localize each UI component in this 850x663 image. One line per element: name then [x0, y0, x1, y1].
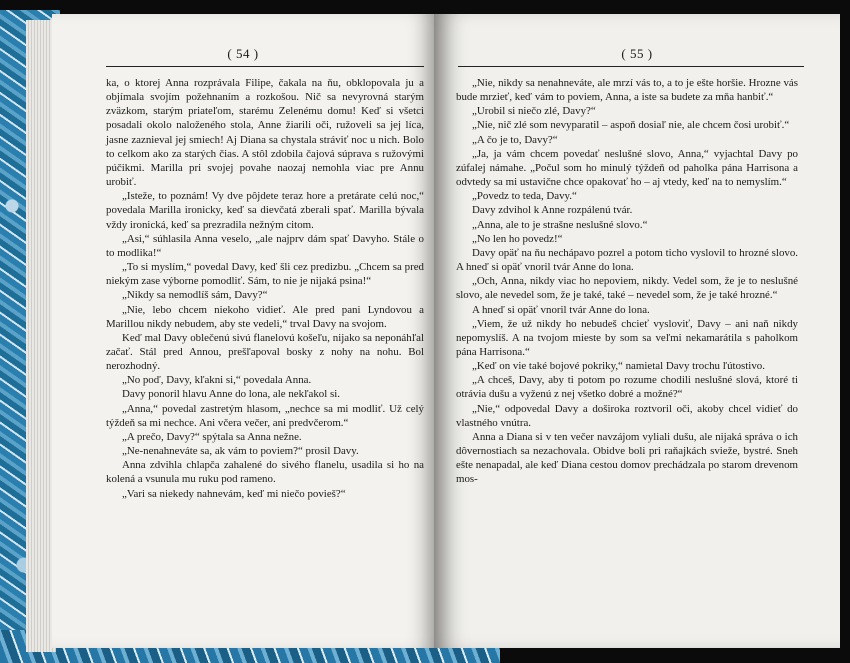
paragraph: ka, o ktorej Anna rozprávala Filipe, čakala na ňu, obklopovala ju a objímala svojím požehnaním a rozkošou. Nič sa nevyrovná starým zväzkom, starým priateľom, starému Zelenému domu! Keď si všetci posadali okolo naloženého stola, Anne žiarili oči, ružoveli sa jej líca, jasne zaznieval jej smiech! Aj Diana sa chystala stráviť noc u nich. Bolo to celkom ako za starých čias. A stôl zdobila čajová súprava s ružovými púčikmi. Marilla pri svojej povahe naozaj nemohla viac pre Annu urobiť.: [106, 77, 424, 189]
paragraph: A hneď si opäť vnoril tvár Anne do lona.: [472, 303, 650, 316]
header-rule-left: [106, 66, 424, 67]
paragraph: „A chceš, Davy, aby ti potom po rozume chodili neslušné slová, ktoré ti otrávia dušu a vyženú z nej všetko dobré a možné?“: [456, 374, 798, 401]
left-page-text: [106, 76, 424, 501]
right-page: [434, 14, 840, 648]
paragraph: „Asi,“ súhlasila Anna veselo, „ale najprv dám spať Davyho. Stále o to modlika!“: [106, 232, 424, 259]
page-number-right: ( 55 ): [621, 46, 653, 61]
paragraph: Anna zdvihla chlapča zahalené do sivého flanelu, usadila si ho na kolená a vsunula mu ruku pod rameno.: [106, 459, 424, 486]
paragraph: „Nie, nikdy sa nenahneváte, ale mrzí vás to, a to je ešte horšie. Hrozne vás bude mrzieť, keď vám to poviem, Anna, a iste sa budete za mňa hanbiť.“: [456, 77, 798, 104]
paragraph: „Nie,“ odpovedal Davy a doširoka roztvoril oči, akoby chcel vidieť do vlastného vnútra.: [456, 402, 798, 429]
background-edge: [840, 0, 850, 663]
paragraph: „Ja, ja vám chcem povedať neslušné slovo, Anna,“ vyjachtal Davy po zúfalej námahe. „Počul som ho minulý týždeň od paholka pána Harrisona a odvtedy sa mi ustavične chce opakovať ho – aj vtedy, keď na to nemyslím.“: [456, 147, 798, 189]
page-number-left: ( 54 ): [227, 46, 259, 61]
paragraph: „No len ho povedz!“: [472, 232, 563, 245]
paragraph: „Isteže, to poznám! Vy dve pôjdete teraz hore a pretárate celú noc,“ povedala Marilla ironicky, keď sa dievčatá zberali spať. Marilla bývala vždy ironická, keď sa prezradila nežným citom.: [106, 190, 424, 231]
paragraph: „Keď on vie také bojové pokriky,“ namietal Davy trochu ľútostivo.: [472, 360, 765, 373]
paragraph: „No poď, Davy, kľakni si,“ povedala Anna.: [122, 374, 312, 387]
left-page: [52, 14, 434, 648]
paragraph: „Ne-nenahneváte sa, ak vám to poviem?“ prosil Davy.: [122, 445, 359, 458]
header-rule-right: [458, 66, 804, 67]
paragraph: „Nie, nič zlé som nevyparatil – aspoň dosiaľ nie, ale chcem čosi urobiť.“: [472, 119, 790, 132]
paragraph: „Viem, že už nikdy ho nebudeš chcieť vysloviť, Davy – ani naň nikdy nepomyslíš. A na tvojom mieste by som sa veľmi nekamarátila s paholkom pána Harrisona.“: [456, 317, 798, 358]
paragraph: „Povedz to teda, Davy.“: [472, 190, 577, 203]
paragraph: „A prečo, Davy?“ spýtala sa Anna nežne.: [122, 430, 302, 443]
paragraph: Davy zdvihol k Anne rozpálenú tvár.: [472, 204, 633, 217]
paragraph: Anna a Diana si v ten večer navzájom vyliali dušu, ale nijaká správa o ich dôvernostiach sa nezachovala. Obidve boli pri raňajkách svieže, bystré. Sneh ešte nenapadal, ale keď Diana cestou domov prechádzala po starom drevenom mos-: [456, 430, 798, 486]
paragraph: „Urobil si niečo zlé, Davy?“: [472, 105, 596, 118]
paragraph: „Nikdy sa nemodlíš sám, Davy?“: [122, 289, 268, 302]
paragraph: Davy opäť na ňu nechápavo pozrel a potom ticho vyslovil to hrozné slovo. A hneď si opäť vnoril tvár Anne do lona.: [456, 246, 798, 274]
paragraph: Davy ponoril hlavu Anne do lona, ale nekľakol si.: [122, 388, 340, 401]
paragraph: Keď mal Davy oblečenú sivú flanelovú košeľu, nijako sa neponáhľal začať. Stál pred Annou, prešľapoval bosky z nohy na nohu. Bol nerozhodný.: [106, 331, 424, 373]
paragraph: „Nie, lebo chcem niekoho vidieť. Ale pred pani Lyndovou a Marillou nikdy nebudem, aby ste vedeli,“ trval Davy na svojom.: [106, 303, 424, 330]
paragraph: „Anna, ale to je strašne neslušné slovo.“: [472, 218, 648, 231]
paragraph: „Vari sa niekedy nahnevám, keď mi niečo povieš?“: [122, 487, 346, 500]
right-page-text: [456, 76, 798, 487]
paragraph: „Anna,“ povedal zastretým hlasom, „nechce sa mi modliť. Už celý týždeň sa mi nechce. Ani včera večer, ani predvčerom.“: [106, 402, 424, 429]
paragraph: „To si myslím,“ povedal Davy, keď šli cez predizbu. „Chcem sa pred niekým zase výborne pomodliť. Sám, to nie je nijaká psina!“: [106, 261, 424, 288]
paragraph: „Och, Anna, nikdy viac ho nepoviem, nikdy. Vedel som, že je to neslušné slovo, ale nevedel som, že je také, také – nevedel som, že je také hrozné.“: [456, 275, 798, 302]
paragraph: „A čo je to, Davy?“: [472, 133, 558, 146]
